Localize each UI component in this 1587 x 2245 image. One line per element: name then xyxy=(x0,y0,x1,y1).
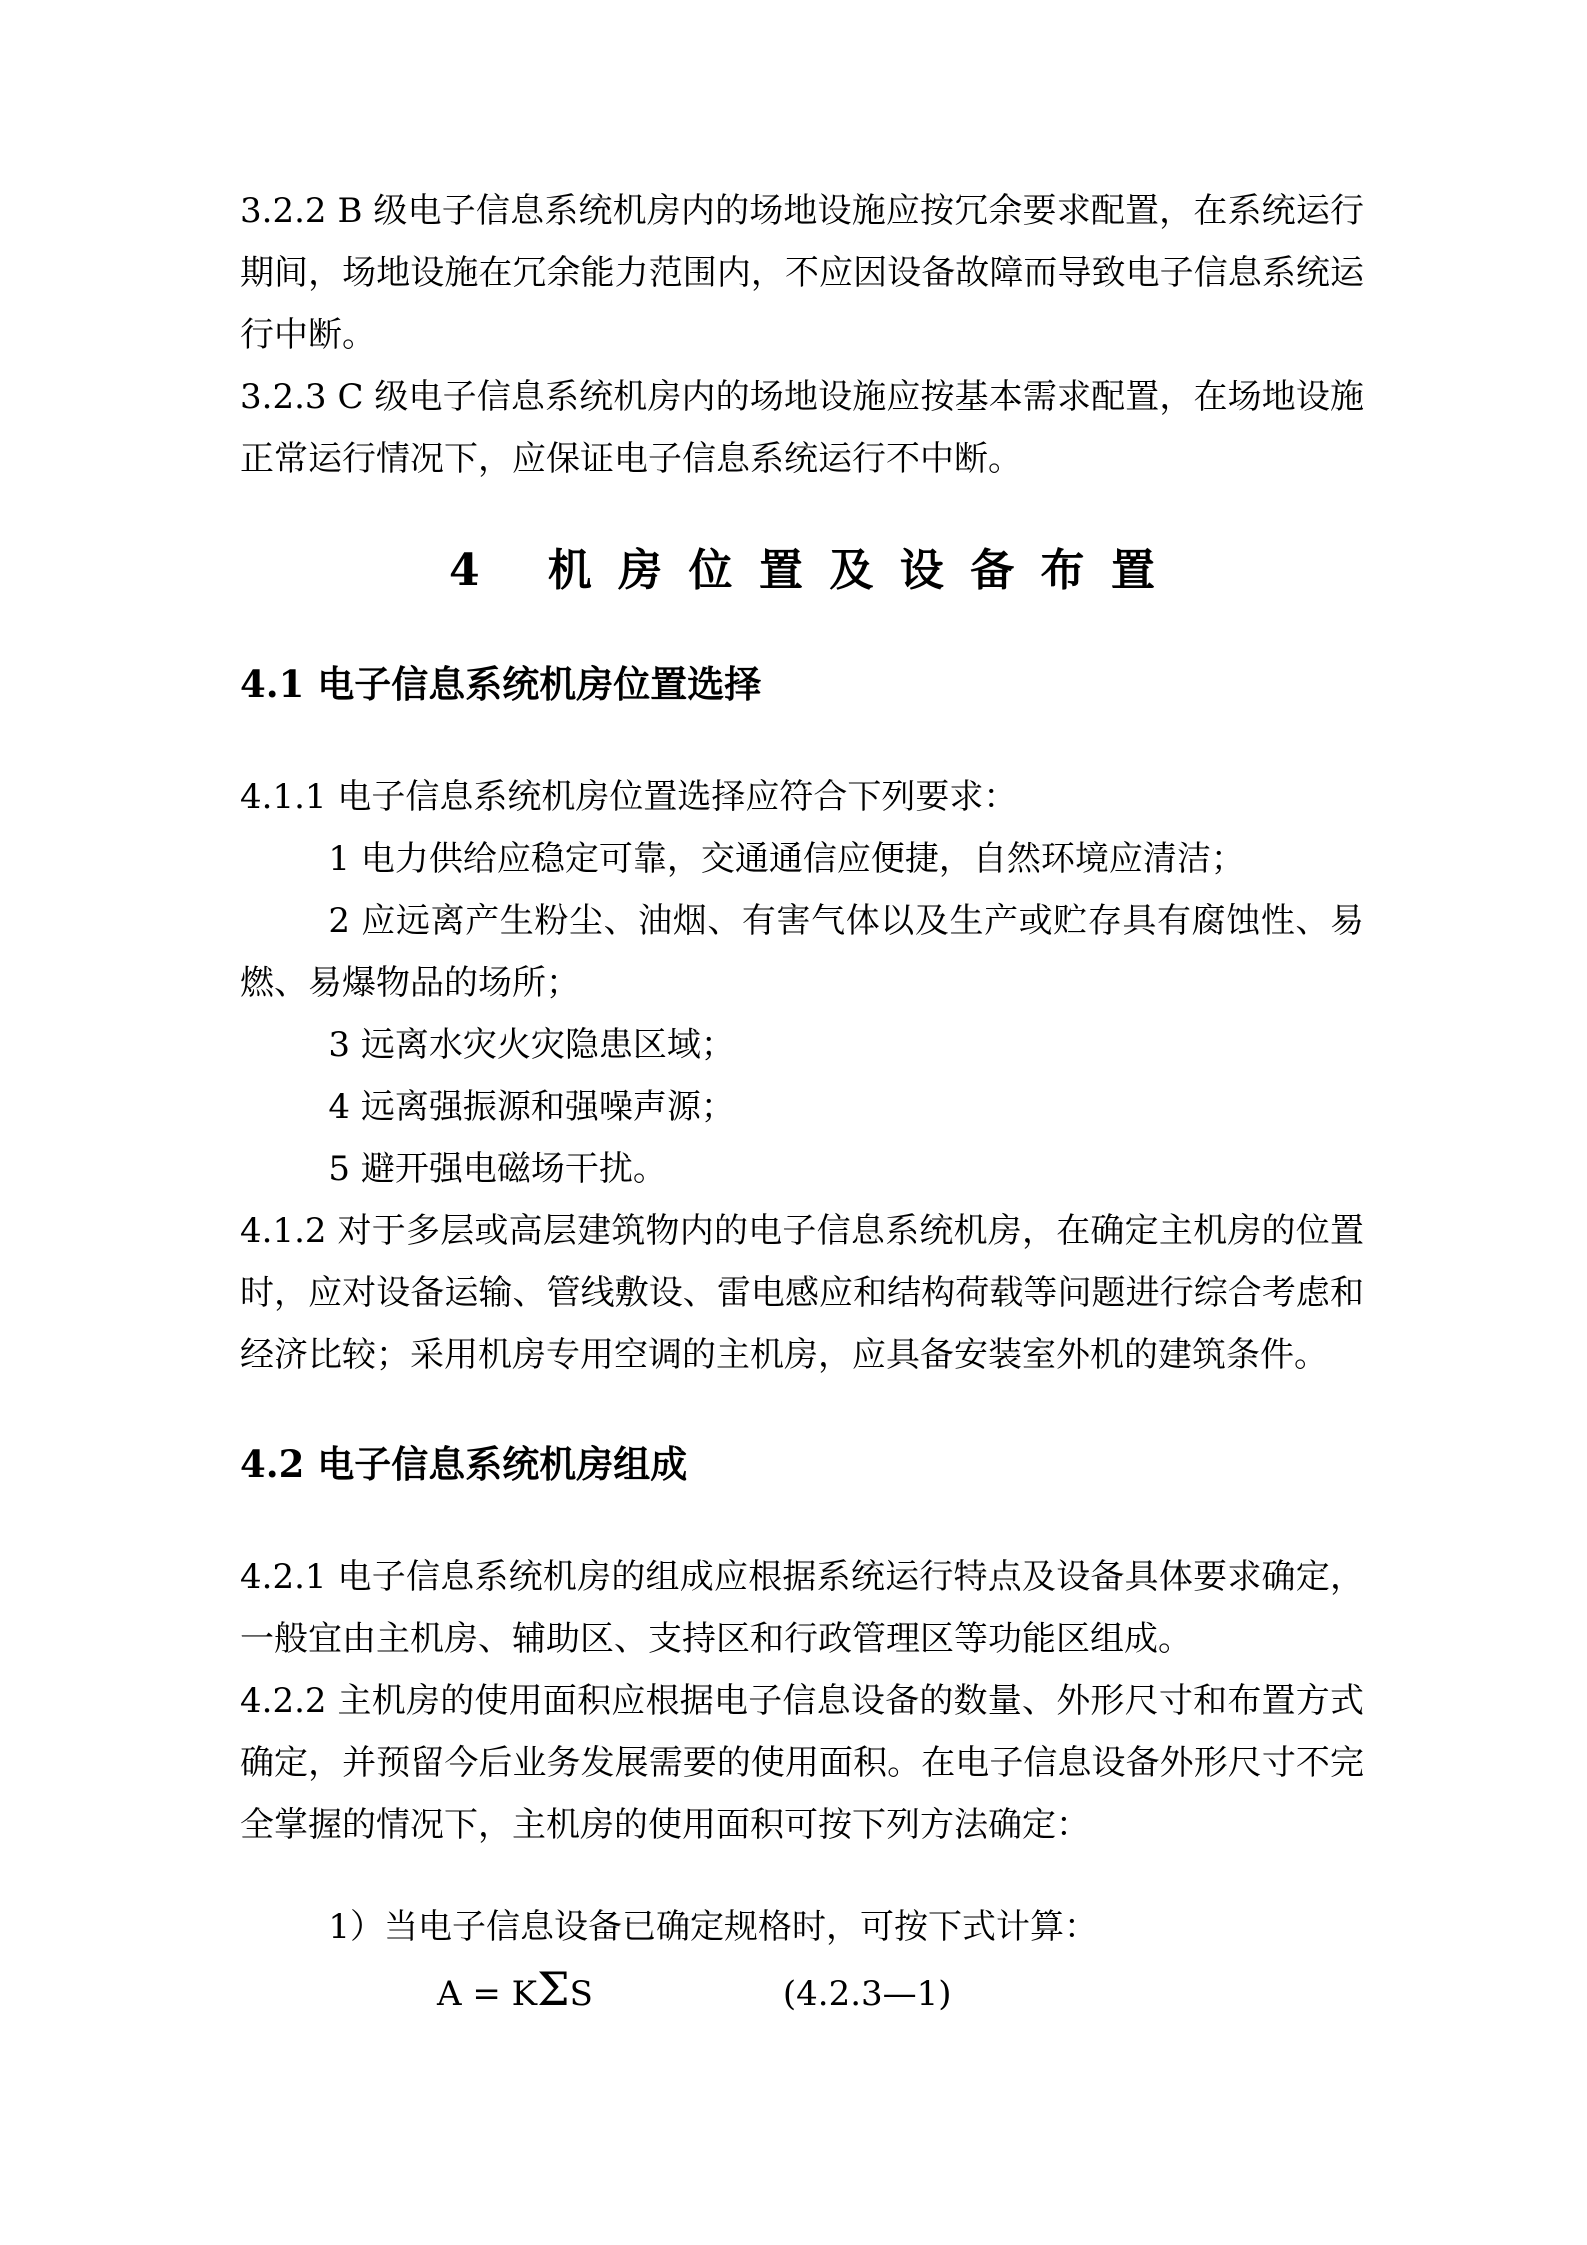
section-heading-4-1: 4.1 电子信息系统机房位置选择 xyxy=(240,662,762,706)
formula-number: (4.2.3—1) xyxy=(782,1974,952,2014)
list-item-1: 1 电力供给应稳定可靠，交通通信应便捷，自然环境应清洁； xyxy=(328,839,1245,879)
clause-4-2-2-item-1: 1）当电子信息设备已确定规格时，可按下式计算： xyxy=(328,1907,1099,1947)
clause-4-1-2: 4.1.2 对于多层或高层建筑物内的电子信息系统机房，在确定主机房的位置时，应对设备运输、管线敷设、雷电感应和结构荷载等问题进行综合考虑和经济比较；采用机房专用空调的主机房，应具备安装室外机的建筑条件。 xyxy=(240,1211,1364,1375)
list-item-2: 2 应远离产生粉尘、油烟、有害气体以及生产或贮存具有腐蚀性、易燃、易爆物品的场所； xyxy=(240,901,1364,1003)
section-heading-4-2: 4.2 电子信息系统机房组成 xyxy=(240,1442,688,1486)
clause-3-2-3: 3.2.3 C 级电子信息系统机房内的场地设施应按基本需求配置，在场地设施正常运行情况下，应保证电子信息系统运行不中断。 xyxy=(240,377,1364,479)
list-item-3: 3 远离水灾火灾隐患区域； xyxy=(328,1025,735,1065)
clause-3-2-2: 3.2.2 B 级电子信息系统机房内的场地设施应按冗余要求配置，在系统运行期间，场地设施在冗余能力范围内，不应因设备故障而导致电子信息系统运行中断。 xyxy=(240,191,1364,355)
clause-4-2-1: 4.2.1 电子信息系统机房的组成应根据系统运行特点及设备具体要求确定，一般宜由主机房、辅助区、支持区和行政管理区等功能区组成。 xyxy=(240,1557,1364,1659)
sigma-symbol: Σ xyxy=(537,1962,570,2016)
clause-4-1-1: 4.1.1 电子信息系统机房位置选择应符合下列要求： xyxy=(240,777,1018,817)
formula-rhs: S xyxy=(569,1974,593,2014)
list-item-4: 4 远离强振源和强噪声源； xyxy=(328,1087,735,1127)
clause-4-2-2: 4.2.2 主机房的使用面积应根据电子信息设备的数量、外形尺寸和布置方式确定，并预留今后业务发展需要的使用面积。在电子信息设备外形尺寸不完全掌握的情况下，主机房的使用面积可按下列方法确定： xyxy=(240,1681,1364,1845)
list-item-5: 5 避开强电磁场干扰。 xyxy=(328,1149,667,1189)
formula-lhs: A = K xyxy=(437,1974,538,2014)
formula-line xyxy=(240,1958,1364,2025)
chapter-heading: 4 机房位置及设备布置 xyxy=(449,545,1182,596)
formula-expression xyxy=(437,1958,593,2025)
